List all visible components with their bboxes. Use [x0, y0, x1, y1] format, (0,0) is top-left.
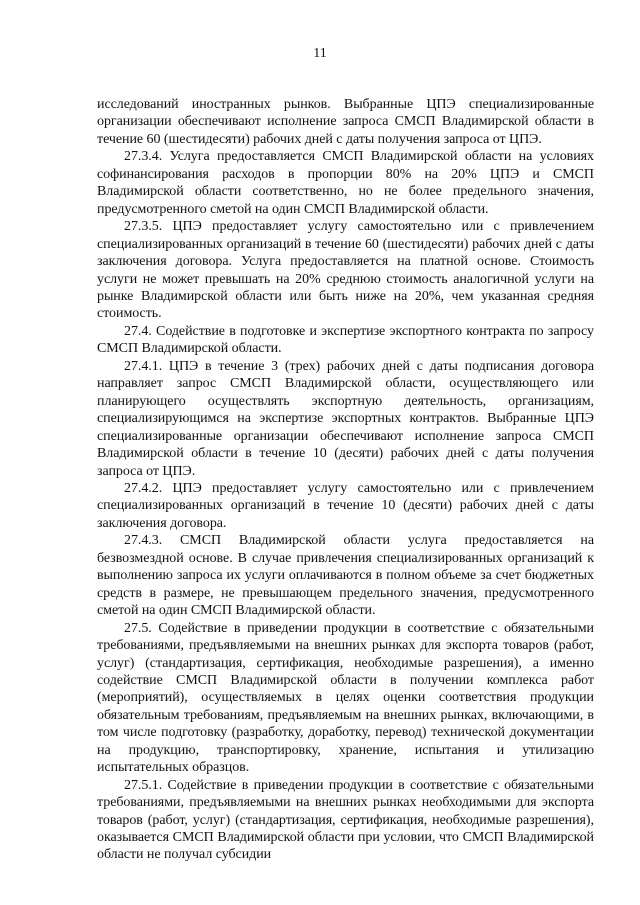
paragraph-27-3-5: 27.3.5. ЦПЭ предоставляет услугу самостоятельно или с привлечением специализированных организаций в течение 60 (шестидесяти) рабочих дней с даты заключения договора. Услуга предоставляется на платной основе. Стоимость услуги не может превышать на 20% среднюю стоимость аналогичной услуги на рынке Владимирской области или быть ниже на 20%, чем указанная средняя стоимость. [97, 219, 594, 322]
paragraph-27-3-4: 27.3.4. Услуга предоставляется СМСП Владимирской области на условиях софинансирования расходов в пропорции 80% на 20% ЦПЭ и СМСП Владимирской области соответственно, но не более предельного значения, предусмотренного сметой на один СМСП Владимирской области. [97, 149, 594, 217]
document-body [97, 96, 594, 864]
paragraph-continuation: исследований иностранных рынков. Выбранные ЦПЭ специализированные организации обеспечивают исполнение запроса СМСП Владимирской области в течение 60 (шестидесяти) рабочих дней с даты получения запроса от ЦПЭ. [97, 97, 594, 147]
paragraph-27-5: 27.5. Содействие в приведении продукции в соответствие с обязательными требованиями, предъявляемыми на внешних рынках для экспорта товаров (работ, услуг) (стандартизация, сертификация, необходимые разрешения), а именно содействие СМСП Владимирской области в получении комплекса работ (мероприятий), осуществляемых в целях оценки соответствия продукции обязательным требованиям, предъявляемым на внешних рынках, включающими, в том числе подготовку (разработку, доработку, перевод) технической документации на продукцию, транспортировку, хранение, испытания и утилизацию испытательных образцов. [97, 620, 594, 776]
paragraph-27-4: 27.4. Содействие в подготовке и экспертизе экспортного контракта по запросу СМСП Владимирской области. [97, 323, 594, 357]
paragraph-27-5-1: 27.5.1. Содействие в приведении продукции в соответствие с обязательными требованиями, предъявляемыми на внешних рынках необходимыми для экспорта товаров (работ, услуг) (стандартизация, сертификация, необходимые разрешения), оказывается СМСП Владимирской области при условии, что СМСП Владимирской области не получал субсидии [97, 777, 594, 863]
paragraph-27-4-1: 27.4.1. ЦПЭ в течение 3 (трех) рабочих дней с даты подписания договора направляет запрос СМСП Владимирской области, осуществляющего или планирующего осуществлять экспортную деятельность, организациям, специализирующимся на экспертизе экспортных контрактов. Выбранные ЦПЭ специализированные организации обеспечивают исполнение запроса СМСП Владимирской области в течение 10 (десяти) рабочих дней с даты получения запроса от ЦПЭ. [97, 358, 594, 479]
page-number: 11 [313, 46, 327, 61]
paragraph-27-4-3: 27.4.3. СМСП Владимирской области услуга предоставляется на безвозмездной основе. В случае привлечения специализированных организаций к выполнению запроса их услуги оплачиваются в полном объеме за счет бюджетных средств в размере, не превышающем предельного значения, предусмотренного сметой на один СМСП Владимирской области. [97, 533, 594, 619]
paragraph-27-4-2: 27.4.2. ЦПЭ предоставляет услугу самостоятельно или с привлечением специализированных организаций в течение 10 (десяти) рабочих дней с даты заключения договора. [97, 480, 594, 531]
